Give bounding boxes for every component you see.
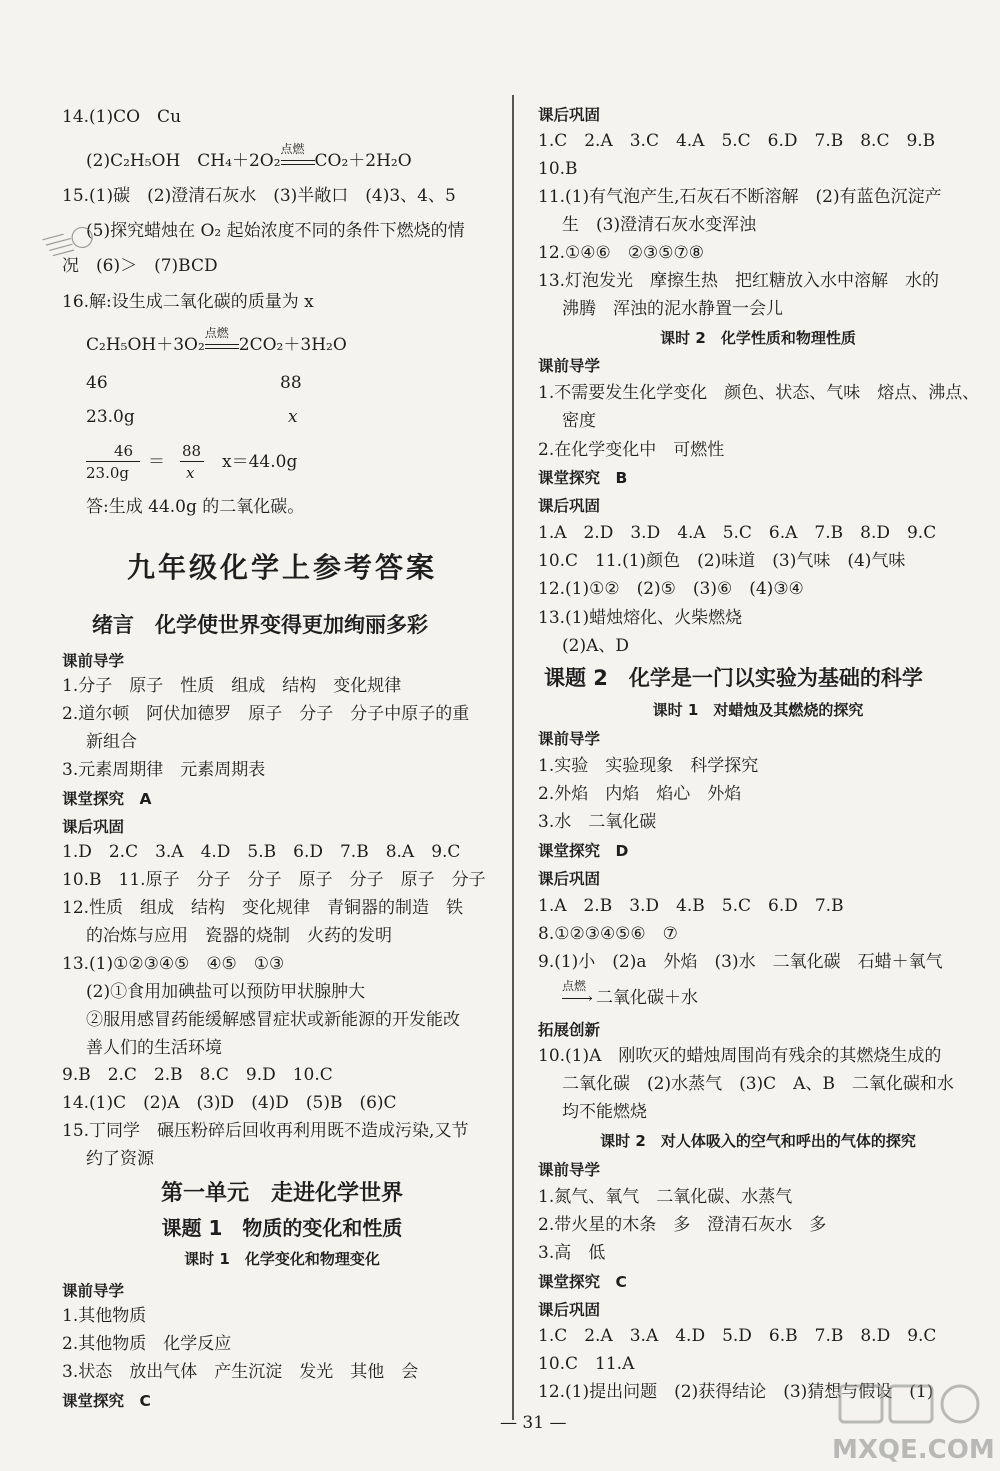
- equation-line: [62, 142, 412, 172]
- answer-line: 密度: [562, 411, 596, 431]
- answer-line: 9.B 2.C 2.B 8.C 9.D 10.C: [62, 1065, 333, 1085]
- answer-line: 9.(1)小 (2)a 外焰 (3)水 二氧化碳 石蜡＋氧气: [538, 952, 943, 972]
- answer-line: (2)①食用加碘盐可以预防甲状腺肿大: [86, 982, 366, 1002]
- equation-products: CO₂＋2H₂O: [314, 151, 412, 171]
- answer-line: 3.元素周期律 元素周期表: [62, 760, 266, 780]
- subsection-label: 课前导学: [538, 357, 601, 375]
- answer-line: 2.带火星的木条 多 澄清石灰水 多: [538, 1215, 827, 1235]
- subsection-label: 课堂探究 D: [538, 842, 629, 860]
- answer-line: 1.分子 原子 性质 组成 结构 变化规律: [62, 676, 402, 696]
- answer-line: 二氧化碳 (2)水蒸气 (3)C A、B 二氧化碳和水: [562, 1074, 954, 1094]
- page-title: 九年级化学上参考答案: [126, 551, 437, 584]
- subsection-label: 拓展创新: [538, 1021, 601, 1039]
- equals-sign: ＝: [148, 452, 165, 472]
- unit-heading: 第一单元 走进化学世界: [160, 1181, 403, 1206]
- section-heading: 绪言 化学使世界变得更加绚丽多彩: [92, 613, 428, 637]
- answer-line: 3.状态 放出气体 产生沉淀 发光 其他 会: [62, 1362, 419, 1382]
- reaction-condition: 点燃: [562, 979, 587, 993]
- reaction-arrow: 点燃 ›: [562, 987, 596, 1009]
- given-mass: 23.0g: [86, 407, 135, 427]
- answer-line: 14.(1)C (2)A (3)D (4)D (5)B (6)C: [62, 1093, 397, 1113]
- answer-line: 12.性质 组成 结构 变化规律 青铜器的制造 铁: [62, 898, 464, 918]
- lesson-heading: 课时 2 对人体吸入的空气和呼出的气体的探究: [600, 1132, 916, 1150]
- equation-line: [62, 326, 347, 356]
- subsection-label: 课堂探究 C: [62, 1392, 151, 1410]
- answer-line: 14.(1)CO Cu: [62, 107, 182, 127]
- lesson-heading: 课时 1 对蜡烛及其燃烧的探究: [652, 701, 864, 719]
- answer-line: 1.C 2.A 3.A 4.D 5.D 6.B 7.B 8.D 9.C: [538, 1326, 937, 1346]
- answer-line: 生 (3)澄清石灰水变浑浊: [562, 215, 757, 235]
- fraction-denominator: x: [186, 464, 195, 482]
- equation-reactants: C₂H₅OH＋3O₂: [86, 335, 205, 355]
- molar-mass: 46: [86, 373, 108, 393]
- answer-line: 的冶炼与应用 瓷器的烧制 火药的发明: [86, 926, 392, 946]
- subsection-label: 课后巩固: [538, 106, 601, 124]
- fraction-denominator: 23.0g: [86, 464, 130, 482]
- answer-line: 况 (6)＞ (7)BCD: [62, 256, 218, 276]
- equation-line: [538, 979, 698, 1009]
- answer-line: 2.外焰 内焰 焰心 外焰: [538, 784, 742, 804]
- answer-line: 10.C 11.A: [538, 1354, 635, 1374]
- equation-products: 2CO₂＋3H₂O: [238, 335, 347, 355]
- answer-line: 1.其他物质: [62, 1306, 147, 1326]
- answer-line: ②服用感冒药能缓解感冒症状或新能源的开发能改: [86, 1010, 460, 1030]
- answer-line: 13.灯泡发光 摩擦生热 把红糖放入水中溶解 水的: [538, 271, 940, 291]
- reaction-arrow: [280, 142, 315, 172]
- answer-line: 善人们的生活环境: [86, 1038, 222, 1058]
- stamp-watermark-icon: [38, 218, 108, 266]
- answer-line: 1.A 2.B 3.D 4.B 5.C 6.D 7.B: [538, 896, 844, 916]
- answer-line: 新组合: [86, 732, 137, 752]
- answer-line: 1.A 2.D 3.D 4.A 5.C 6.A 7.B 8.D 9.C: [538, 523, 937, 543]
- answer-line: 16.解:设生成二氧化碳的质量为 x: [62, 292, 314, 312]
- answer-line: 1.氮气、氧气 二氧化碳、水蒸气: [538, 1187, 793, 1207]
- answer-line: 13.(1)蜡烛熔化、火柴燃烧: [538, 608, 743, 628]
- reaction-arrow: [204, 326, 239, 356]
- answer-line: 12.(1)①② (2)⑤ (3)⑥ (4)③④: [538, 579, 804, 599]
- column-divider: [512, 95, 514, 1420]
- answer-line: 3.水 二氧化碳: [538, 812, 657, 832]
- page-number: — 31 —: [500, 1413, 567, 1433]
- answer-line: 1.D 2.C 3.A 4.D 5.B 6.D 7.B 8.A 9.C: [62, 842, 461, 862]
- answer-line: 2.其他物质 化学反应: [62, 1334, 232, 1354]
- fraction-numerator: 88: [182, 442, 202, 460]
- site-logo-watermark-icon: [820, 1378, 995, 1466]
- answer-line: 10.B: [538, 159, 578, 179]
- result-expression: x＝44.0g: [222, 452, 298, 472]
- answer-line: 8.①②③④⑤⑥ ⑦: [538, 924, 678, 944]
- subsection-label: 课前导学: [62, 1282, 125, 1300]
- answer-line: 10.C 11.(1)颜色 (2)味道 (3)气味 (4)气味: [538, 551, 906, 571]
- fraction-numerator: 46: [114, 442, 134, 460]
- answer-line: 13.(1)①②③④⑤ ④⑤ ①③: [62, 954, 285, 974]
- equation-products: 二氧化碳＋水: [596, 988, 698, 1008]
- equation-reactants: (2)C₂H₅OH CH₄＋2O₂: [86, 151, 281, 171]
- answer-line: 12.(1)提出问题 (2)获得结论 (3)猜想与假设 (1): [538, 1382, 934, 1402]
- answer-conclusion: 答:生成 44.0g 的二氧化碳。: [86, 497, 305, 517]
- answer-line: (5)探究蜡烛在 O₂ 起始浓度不同的条件下燃烧的情: [86, 221, 465, 241]
- answer-line: 1.实验 实验现象 科学探究: [538, 756, 759, 776]
- answer-line: 1.不需要发生化学变化 颜色、状态、气味 熔点、沸点、: [538, 383, 980, 403]
- answer-line: (2)A、D: [562, 636, 629, 656]
- subsection-label: 课前导学: [538, 1161, 601, 1179]
- reaction-condition: 点燃: [280, 142, 305, 156]
- subsection-label: 课后巩固: [538, 870, 601, 888]
- subsection-label: 课前导学: [538, 730, 601, 748]
- subsection-label: 课后巩固: [538, 1301, 601, 1319]
- answer-line: 3.高 低: [538, 1243, 606, 1263]
- answer-line: 约了资源: [86, 1149, 154, 1169]
- subsection-label: 课前导学: [62, 652, 125, 670]
- watermark-text: MXQE.COM: [832, 1435, 995, 1465]
- answer-line: 2.在化学变化中 可燃性: [538, 440, 725, 460]
- answer-line: 10.B 11.原子 分子 分子 原子 分子 原子 分子: [62, 870, 486, 890]
- answer-line: 12.①④⑥ ②③⑤⑦⑧: [538, 243, 704, 263]
- topic-heading: 课题 1 物质的变化和性质: [161, 1216, 403, 1240]
- answer-line: 11.(1)有气泡产生,石灰石不断溶解 (2)有蓝色沉淀产: [538, 187, 942, 207]
- answer-line: 15.(1)碳 (2)澄清石灰水 (3)半敞口 (4)3、4、5: [62, 186, 456, 206]
- lesson-heading: 课时 2 化学性质和物理性质: [660, 329, 856, 347]
- subsection-label: 课堂探究 B: [538, 469, 628, 487]
- answer-line: 1.C 2.A 3.C 4.A 5.C 6.D 7.B 8.C 9.B: [538, 131, 936, 151]
- molar-mass: 88: [280, 373, 302, 393]
- reaction-condition: 点燃: [204, 326, 229, 340]
- topic-heading: 课题 2 化学是一门以实验为基础的科学: [544, 666, 923, 690]
- answer-line: 15.丁同学 碾压粉碎后回收再利用既不造成污染,又节: [62, 1121, 469, 1141]
- answer-line: 10.(1)A 刚吹灭的蜡烛周围尚有残余的其燃烧生成的: [538, 1046, 942, 1066]
- lesson-heading: 课时 1 化学变化和物理变化: [184, 1250, 380, 1268]
- subsection-label: 课堂探究 A: [62, 790, 152, 808]
- subsection-label: 课后巩固: [62, 818, 125, 836]
- unknown-var: x: [288, 407, 298, 427]
- answer-line: 均不能燃烧: [562, 1102, 647, 1122]
- answer-line: 2.道尔顿 阿伏加德罗 原子 分子 分子中原子的重: [62, 704, 470, 724]
- subsection-label: 课后巩固: [538, 497, 601, 515]
- answer-line: 沸腾 浑浊的泥水静置一会儿: [562, 299, 783, 319]
- subsection-label: 课堂探究 C: [538, 1273, 627, 1291]
